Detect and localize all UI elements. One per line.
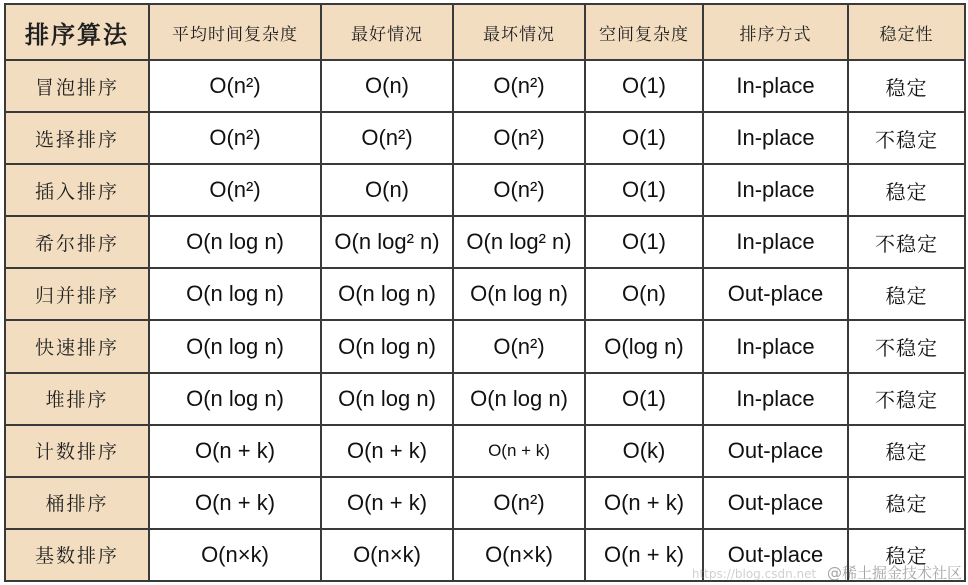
header-sort-method: 排序方式 [703, 4, 848, 60]
watermark-url: https://blog.csdn.net [691, 567, 817, 581]
cell-average-time: O(n log n) [149, 268, 321, 320]
cell-sort-method: Out-place [703, 529, 848, 581]
table-row-bubble-sort [5, 60, 965, 112]
sorting-complexity-table-wrapper [4, 3, 964, 582]
cell-average-time: O(n log n) [149, 320, 321, 372]
cell-best-case: O(n + k) [321, 477, 453, 529]
row-name: 桶排序 [5, 477, 149, 529]
table-row-radix-sort [5, 529, 965, 581]
cell-worst-case: O(n²) [453, 320, 585, 372]
header-space-complexity: 空间复杂度 [585, 4, 703, 60]
cell-sort-method: In-place [703, 60, 848, 112]
row-name: 快速排序 [5, 320, 149, 372]
cell-average-time: O(n²) [149, 60, 321, 112]
cell-space-complexity: O(1) [585, 112, 703, 164]
header-worst-case: 最坏情况 [453, 4, 585, 60]
table-row-selection-sort [5, 112, 965, 164]
cell-sort-method: Out-place [703, 268, 848, 320]
cell-stability: 稳定 [848, 268, 965, 320]
header-row [5, 4, 965, 60]
cell-worst-case: O(n²) [453, 60, 585, 112]
cell-stability: 不稳定 [848, 320, 965, 372]
cell-stability: 稳定 [848, 60, 965, 112]
cell-stability: 稳定 [848, 164, 965, 216]
cell-best-case: O(n) [321, 164, 453, 216]
cell-best-case: O(n×k) [321, 529, 453, 581]
table-row-counting-sort [5, 425, 965, 477]
cell-average-time: O(n×k) [149, 529, 321, 581]
table-row-insertion-sort [5, 164, 965, 216]
table-row-shell-sort [5, 216, 965, 268]
cell-sort-method: In-place [703, 164, 848, 216]
watermark-text: @稀土掘金技术社区 [826, 564, 962, 582]
row-name: 插入排序 [5, 164, 149, 216]
cell-best-case: O(n + k) [321, 425, 453, 477]
cell-best-case: O(n log n) [321, 373, 453, 425]
row-name: 冒泡排序 [5, 60, 149, 112]
row-name: 基数排序 [5, 529, 149, 581]
cell-best-case: O(n) [321, 60, 453, 112]
header-best-case: 最好情况 [321, 4, 453, 60]
cell-space-complexity: O(n + k) [585, 529, 703, 581]
sorting-complexity-table [4, 3, 966, 582]
cell-space-complexity: O(1) [585, 373, 703, 425]
cell-average-time: O(n log n) [149, 373, 321, 425]
table-row-heap-sort [5, 373, 965, 425]
cell-best-case: O(n²) [321, 112, 453, 164]
row-name: 归并排序 [5, 268, 149, 320]
cell-worst-case: O(n log n) [453, 268, 585, 320]
cell-stability: 稳定 [848, 529, 965, 581]
cell-space-complexity: O(n) [585, 268, 703, 320]
cell-worst-case: O(n×k) [453, 529, 585, 581]
row-name: 堆排序 [5, 373, 149, 425]
cell-best-case: O(n log² n) [321, 216, 453, 268]
cell-worst-case: O(n log n) [453, 373, 585, 425]
cell-best-case: O(n log n) [321, 320, 453, 372]
cell-worst-case: O(n + k) [453, 425, 585, 477]
cell-space-complexity: O(1) [585, 164, 703, 216]
cell-stability: 稳定 [848, 477, 965, 529]
cell-worst-case: O(n²) [453, 477, 585, 529]
cell-worst-case: O(n²) [453, 112, 585, 164]
cell-stability: 稳定 [848, 425, 965, 477]
cell-sort-method: In-place [703, 112, 848, 164]
row-name: 选择排序 [5, 112, 149, 164]
cell-sort-method: Out-place [703, 425, 848, 477]
header-average-time: 平均时间复杂度 [149, 4, 321, 60]
cell-space-complexity: O(log n) [585, 320, 703, 372]
cell-space-complexity: O(k) [585, 425, 703, 477]
cell-worst-case: O(n log² n) [453, 216, 585, 268]
cell-stability: 不稳定 [848, 216, 965, 268]
cell-sort-method: In-place [703, 216, 848, 268]
cell-stability: 不稳定 [848, 112, 965, 164]
cell-sort-method: In-place [703, 373, 848, 425]
cell-space-complexity: O(1) [585, 60, 703, 112]
row-name: 希尔排序 [5, 216, 149, 268]
cell-average-time: O(n + k) [149, 425, 321, 477]
cell-space-complexity: O(1) [585, 216, 703, 268]
header-algorithm: 排序算法 [5, 4, 149, 60]
table-row-quick-sort [5, 320, 965, 372]
cell-average-time: O(n²) [149, 164, 321, 216]
header-stability: 稳定性 [848, 4, 965, 60]
table-row-merge-sort [5, 268, 965, 320]
table-row-bucket-sort [5, 477, 965, 529]
cell-average-time: O(n + k) [149, 477, 321, 529]
cell-average-time: O(n²) [149, 112, 321, 164]
cell-worst-case: O(n²) [453, 164, 585, 216]
cell-sort-method: In-place [703, 320, 848, 372]
cell-stability: 不稳定 [848, 373, 965, 425]
cell-average-time: O(n log n) [149, 216, 321, 268]
cell-best-case: O(n log n) [321, 268, 453, 320]
cell-sort-method: Out-place [703, 477, 848, 529]
row-name: 计数排序 [5, 425, 149, 477]
cell-space-complexity: O(n + k) [585, 477, 703, 529]
